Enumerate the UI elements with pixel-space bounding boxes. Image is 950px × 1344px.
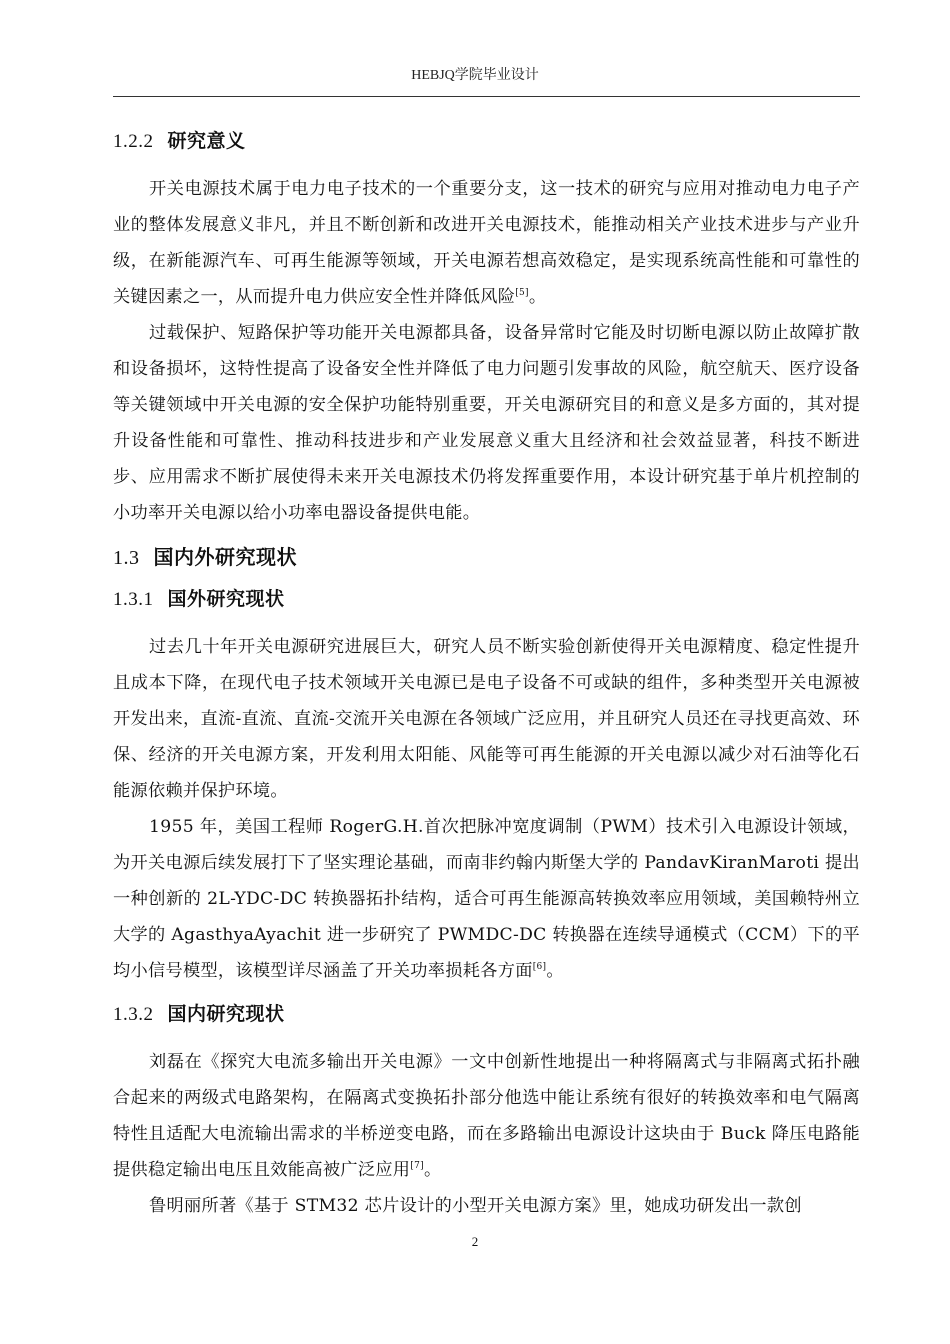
running-header: HEBJQ学院毕业设计 bbox=[411, 68, 539, 83]
heading-number: 1.2.2 bbox=[113, 131, 154, 152]
heading-1-2-2 bbox=[113, 130, 860, 153]
paragraph: 1955 年，美国工程师 RogerG.H.首次把脉冲宽度调制（PWM）技术引入电源设计领域，为开关电源后续发展打下了坚实理论基础，而南非约翰内斯堡大学的 PandavKiranMaroti 提出一种创新的 2L-YDC-DC 转换器拓扑结构，适合可再生能源高转换效率应用领域，美国赖特州立大学的 AgasthyaAyachit 进一步研究了 PWMDC-DC 转换器在连续导通模式（CCM）下的平均小信号模型，该模型详尽涵盖了开关功率损耗各方面[6]。 bbox=[113, 817, 860, 981]
citation: [5] bbox=[515, 288, 529, 298]
header-rule bbox=[113, 96, 860, 97]
paragraph: 过载保护、短路保护等功能开关电源都具备，设备异常时它能及时切断电源以防止故障扩散和设备损坏，这特性提高了设备安全性并降低了电力问题引发事故的风险，航空航天、医疗设备等关键领域中开关电源的安全保护功能特别重要，开关电源研究目的和意义是多方面的，其对提升设备性能和可靠性、推动科技进步和产业发展意义重大且经济和社会效益显著，科技不断进步、应用需求不断扩展使得未来开关电源技术仍将发挥重要作用，本设计研究基于单片机控制的小功率开关电源以给小功率电器设备提供电能。 bbox=[113, 323, 860, 523]
paragraph: 过去几十年开关电源研究进展巨大，研究人员不断实验创新使得开关电源精度、稳定性提升且成本下降，在现代电子技术领域开关电源已是电子设备不可或缺的组件，多种类型开关电源被开发出来，直流-直流、直流-交流开关电源在各领域广泛应用，并且研究人员还在寻找更高效、环保、经济的开关电源方案，开发利用太阳能、风能等可再生能源的开关电源以减少对石油等化石能源依赖并保护环境。 bbox=[113, 637, 860, 801]
body-content bbox=[113, 116, 860, 1224]
heading-title: 研究意义 bbox=[167, 130, 246, 152]
heading-number: 1.3.2 bbox=[113, 1004, 154, 1025]
heading-number: 1.3 bbox=[113, 547, 140, 569]
heading-1-3-1 bbox=[113, 588, 860, 611]
heading-1-3 bbox=[113, 545, 860, 570]
paragraph: 刘磊在《探究大电流多输出开关电源》一文中创新性地提出一种将隔离式与非隔离式拓扑融合起来的两级式电路架构，在隔离式变换拓扑部分他选中能让系统有很好的转换效率和电气隔离特性且适配大电流输出需求的半桥逆变电路，而在多路输出电源设计这块由于 Buck 降压电路能提供稳定输出电压且效能高被广泛应用[7]。 bbox=[113, 1052, 860, 1180]
citation: [6] bbox=[532, 962, 547, 972]
heading-title: 国内外研究现状 bbox=[153, 545, 297, 569]
page-number: 2 bbox=[471, 1234, 479, 1249]
heading-title: 国外研究现状 bbox=[167, 588, 285, 610]
paragraph: 开关电源技术属于电力电子技术的一个重要分支，这一技术的研究与应用对推动电力电子产业的整体发展意义非凡，并且不断创新和改进开关电源技术，能推动相关产业技术进步与产业升级，在新能源汽车、可再生能源等领域，开关电源若想高效稳定，是实现系统高性能和可靠性的关键因素之一，从而提升电力供应安全性并降低风险[5]。 bbox=[113, 179, 860, 307]
paragraph: 鲁明丽所著《基于 STM32 芯片设计的小型开关电源方案》里，她成功研发出一款创 bbox=[149, 1196, 802, 1216]
citation: [7] bbox=[410, 1161, 424, 1171]
heading-title: 国内研究现状 bbox=[167, 1003, 285, 1025]
heading-number: 1.3.1 bbox=[113, 589, 154, 610]
heading-1-3-2 bbox=[113, 1003, 860, 1026]
